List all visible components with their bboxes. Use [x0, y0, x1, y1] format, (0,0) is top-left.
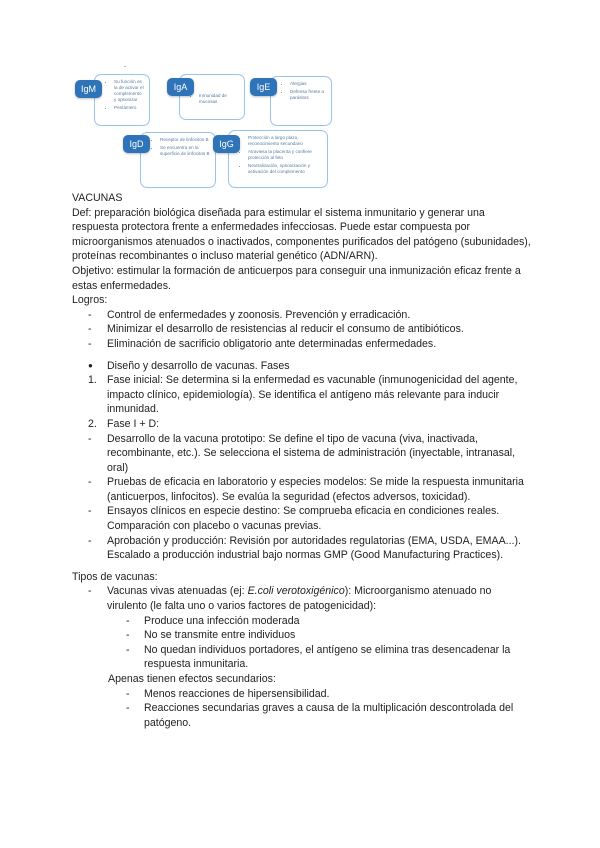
- igd-tag: IgD: [123, 135, 150, 153]
- list-item: [72, 628, 532, 643]
- list-item: [72, 534, 532, 563]
- dash-marker: -: [126, 614, 130, 627]
- list-item: [72, 308, 532, 323]
- objective-paragraph: Objetivo: estimular la formación de anticuerpos para conseguir una inmunización eficaz frente a estas enfermedades.: [72, 264, 521, 292]
- list-item: [72, 373, 532, 417]
- definition-paragraph: Def: preparación biológica diseñada para estimular el sistema inmunitario y generar una respuesta protectora frente a enfermedades infecciosas. Puede estar compuesta por microorganismos atenuados o inactivados, componentes purificados del patógeno (subunidades), proteínas recombinantes o incluso material genético (ADN/ARN).: [72, 206, 531, 263]
- vivas-pre: Vacunas vivas atenuadas (ej:: [107, 585, 248, 598]
- logros-heading: Logros:: [72, 294, 108, 307]
- vivas-example: E.coli verotoxigénico: [247, 585, 345, 598]
- list-item-text: Fase I + D:: [107, 417, 160, 430]
- dash-marker: -: [126, 643, 130, 656]
- igg-box: [228, 130, 328, 188]
- igd-box: [140, 132, 216, 188]
- ige-box: [270, 76, 332, 126]
- igm-bullet: • Su función es la de activar el complemento y opsonizar: [114, 79, 144, 103]
- efectos-heading: Apenas tienen efectos secundarios:: [108, 673, 276, 685]
- igd-bullet: • Receptor de linfocitos B: [160, 137, 210, 143]
- igm-bullet: • Pentámero: [114, 105, 144, 111]
- iga-tag: IgA: [167, 78, 194, 96]
- list-item: [72, 475, 532, 504]
- section-title: VACUNAS: [72, 192, 123, 204]
- list-item: [72, 701, 532, 730]
- document-body: [72, 191, 532, 730]
- number-marker: 2.: [88, 417, 97, 430]
- list-item: [72, 337, 532, 352]
- list-item: [72, 359, 532, 374]
- dash-marker: -: [88, 337, 92, 350]
- design-heading: Diseño y desarrollo de vacunas. Fases: [107, 359, 290, 372]
- dash-marker: -: [88, 323, 92, 336]
- list-item: [72, 687, 532, 702]
- igm-box: [94, 74, 150, 126]
- igg-bullet: • Protección a largo plazo, reconocimiento secundario: [248, 135, 322, 147]
- dash-marker: -: [88, 308, 92, 321]
- list-item-text: Fase inicial: Se determina si la enfermedad es vacunable (inmunogenicidad del agente, impacto clínico, epidemiología). Se identifica el antígeno más relevante para inducir inmunidad.: [107, 374, 518, 416]
- list-item-text: Ensayos clínicos en especie destino: Se comprueba eficacia en condiciones reales. Comparación con placebo o vacunas previas.: [107, 505, 500, 533]
- list-item-text: Pruebas de eficacia en laboratorio y especies modelos: Se mide la respuesta inmunitaria (anticuerpos, linfocitos). Se evalúa la seguridad (efectos adversos, toxicidad).: [107, 476, 524, 503]
- dash-marker: -: [88, 585, 92, 598]
- igd-bullet: • Se encuentra en la superficie de linfocitos B: [160, 145, 210, 157]
- list-item: [72, 504, 532, 533]
- list-item-text: Reacciones secundarias graves a causa de la multiplicación descontrolada del patógeno.: [144, 702, 514, 729]
- iga-bullet: • Inmunidad de mucosas: [199, 93, 239, 105]
- igg-tag: IgG: [213, 135, 240, 153]
- number-marker: 1.: [88, 374, 97, 387]
- list-item-text: Aprobación y producción: Revisión por autoridades regulatorias (EMA, USDA, EMAA...). Escalado a producción industrial bajo normas GMP (Good Manufacturing Practices).: [107, 534, 521, 562]
- dash-marker: -: [126, 629, 130, 642]
- list-item-text: Minimizar el desarrollo de resistencias al reducir el consumo de antibióticos.: [107, 323, 464, 336]
- list-item-text: Produce una infección moderada: [144, 614, 300, 627]
- tipos-heading: Tipos de vacunas:: [72, 570, 158, 583]
- ige-bullet: • Alergias: [290, 81, 326, 87]
- dash-marker: -: [126, 702, 130, 715]
- list-item-text: No se transmite entre individuos: [144, 629, 296, 642]
- list-item-text: [107, 584, 532, 613]
- list-item: [72, 322, 532, 337]
- list-item-text: Control de enfermedades y zoonosis. Prevención y erradicación.: [107, 308, 411, 321]
- stray-mark: -: [124, 64, 126, 70]
- list-item: [72, 584, 532, 613]
- igg-bullet: • Neutralización, opsonización y activación del complemento: [248, 163, 322, 175]
- list-item-text: Desarrollo de la vacuna prototipo: Se define el tipo de vacuna (viva, inactivada, recombinante, etc.). Se selecciona el sistema de administración (inyectable, intranasal, oral): [107, 432, 516, 474]
- list-item-text: Menos reacciones de hipersensibilidad.: [144, 687, 330, 700]
- dash-marker: -: [88, 505, 92, 518]
- dash-marker: -: [88, 476, 92, 489]
- ige-tag: IgE: [250, 78, 277, 96]
- list-item: [72, 432, 532, 476]
- list-item: [72, 614, 532, 629]
- bullet-marker: ●: [88, 360, 93, 370]
- vivas-post: ): Microorganismo atenuado no virulento (le falta uno o varios factores de patogenicidad):: [107, 585, 492, 613]
- list-item-text: Eliminación de sacrificio obligatorio ante determinadas enfermedades.: [107, 337, 437, 350]
- list-item-text: No quedan individuos portadores, el antígeno se elimina tras desencadenar la respuesta inmunitaria.: [144, 643, 511, 671]
- list-item: [72, 643, 532, 672]
- dash-marker: -: [88, 432, 92, 445]
- igg-bullet: • Atraviesa la placenta y confiere protección al feto: [248, 149, 322, 161]
- dash-marker: -: [126, 687, 130, 700]
- ige-bullet: • Defensa frente a parásitos: [290, 89, 326, 101]
- dash-marker: -: [88, 534, 92, 547]
- immunoglobulin-diagram: [70, 64, 340, 190]
- igm-tag: IgM: [75, 80, 102, 98]
- list-item: [72, 417, 532, 432]
